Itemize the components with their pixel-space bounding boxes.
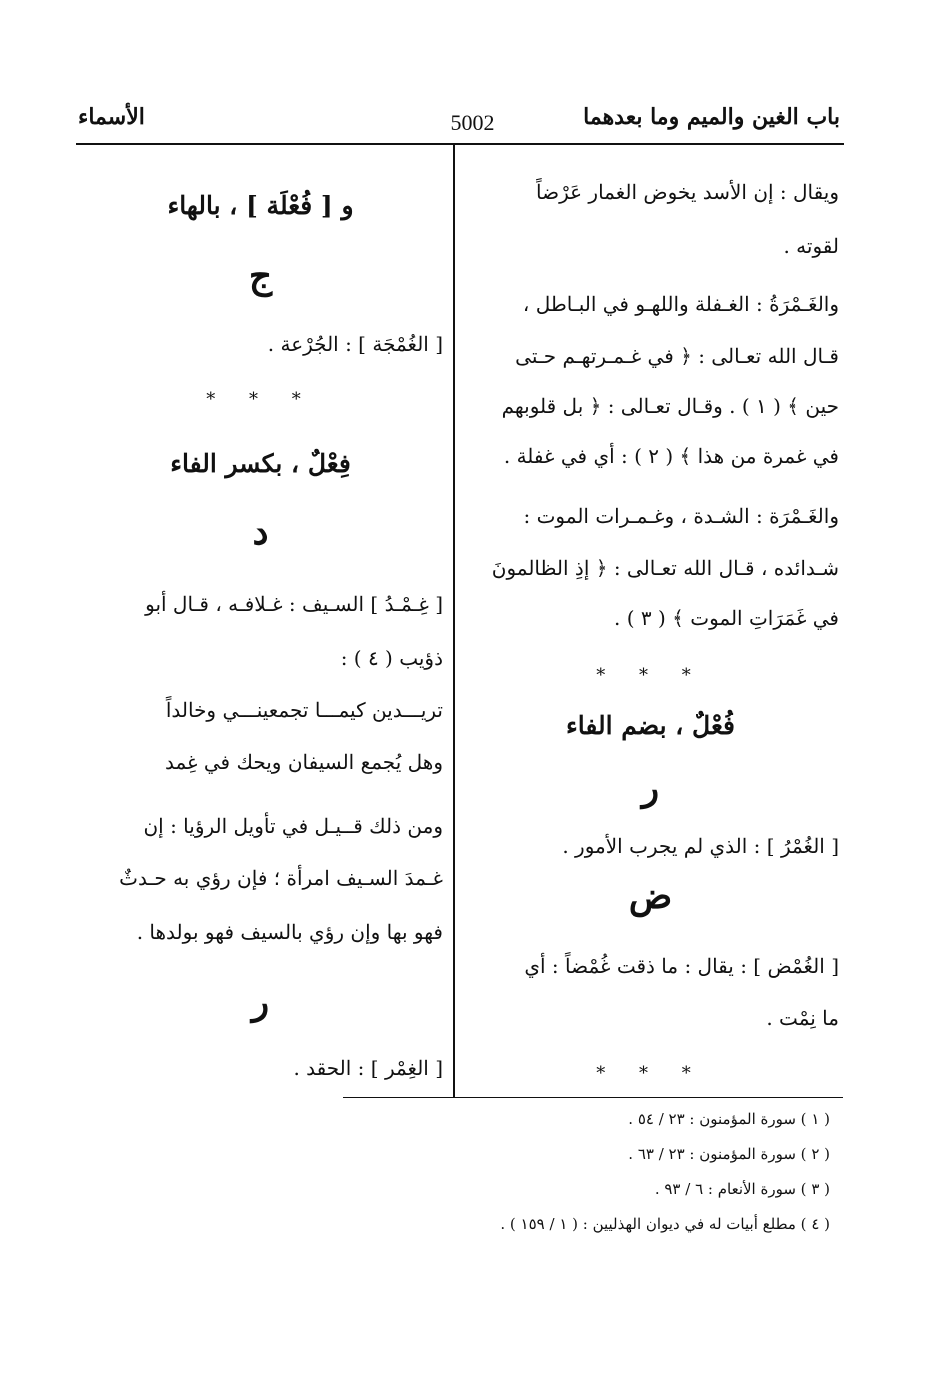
footnote: ( ١ ) سورة المؤمنون : ٢٣ / ٥٤ . bbox=[628, 1110, 830, 1128]
footnote-rule bbox=[343, 1097, 843, 1098]
text-line: والغَـمْرَة : الشـدة ، وغـمـرات الموت : bbox=[523, 504, 839, 528]
letter-heading: د bbox=[252, 511, 269, 553]
text-line: [ الغُمْجَة ] : الجُرْعة . bbox=[267, 332, 443, 356]
text-line: [ الغِمْر ] : الحقد . bbox=[293, 1056, 443, 1080]
text-line: قـال الله تعـالى : ﴿ في غـمـرتهـم حـتى bbox=[515, 344, 839, 368]
text-line: [ غِـمْـدُ ] السـيف : غـلافـه ، قـال أبو bbox=[145, 592, 443, 616]
section-separator: * * * bbox=[596, 665, 705, 686]
text-line: شـدائده ، قـال الله تعـالى : ﴿ إذِ الظالمونَ bbox=[491, 556, 839, 580]
column-divider bbox=[453, 143, 455, 1098]
verse-line: وهل يُجمع السيفان ويحك في غِمد bbox=[165, 750, 443, 774]
text-line: ومن ذلك قــيـل في تأويل الرؤيا : إن bbox=[143, 814, 443, 838]
footnote: ( ٢ ) سورة المؤمنون : ٢٣ / ٦٣ . bbox=[628, 1145, 830, 1163]
text-line: فهو بها وإن رؤي بالسيف فهو بولدها . bbox=[136, 920, 443, 944]
text-line: والغَـمْرَةُ : الغـفلة واللهـو في البـاطل ، bbox=[522, 292, 839, 316]
letter-heading: ج bbox=[248, 255, 273, 297]
text-line: غـمدَ السـيف امرأة ؛ فإن رؤي به حـدثٌ bbox=[119, 866, 443, 890]
page-number: 5002 bbox=[450, 110, 495, 135]
section-heading: فِعْلٌ ، بكسر الفاء bbox=[170, 449, 351, 478]
footnote: ( ٤ ) مطلع أبيات له في ديوان الهذليين : ( ١ / ١٥٩ ) . bbox=[500, 1215, 830, 1233]
text-line: [ الغُمْرُ ] : الذي لم يجرب الأمور . bbox=[562, 834, 839, 858]
text-line: حين ﴾ ( ١ ) . وقـال تعـالى : ﴿ بل قلوبهم bbox=[501, 394, 839, 418]
section-heading: فُعْلٌ ، بضم الفاء bbox=[566, 711, 735, 740]
running-header-section: الأسماء bbox=[78, 104, 145, 130]
section-separator: * * * bbox=[596, 1063, 705, 1084]
text-line: ذؤيب ( ٤ ) : bbox=[340, 646, 443, 670]
text-line: ويقال : إن الأسد يخوض الغمار عَرْضاً bbox=[536, 180, 839, 204]
verse-line: تريـــدين كيمـــا تجمعينـــي وخالداً bbox=[165, 698, 443, 722]
left-column bbox=[78, 170, 443, 1090]
text-line: ما نِمْت . bbox=[766, 1006, 839, 1030]
footnote: ( ٣ ) سورة الأنعام : ٦ / ٩٣ . bbox=[654, 1180, 830, 1198]
text-line: في غَمَرَاتِ الموت ﴾ ( ٣ ) . bbox=[614, 606, 839, 630]
letter-heading: ض bbox=[628, 875, 673, 917]
text-line: [ الغُمْض ] : يقال : ما ذقت غُمْضاً : أي bbox=[524, 954, 839, 978]
text-line: لقوته . bbox=[783, 234, 839, 258]
section-separator: * * * bbox=[206, 389, 315, 410]
letter-heading: ر bbox=[641, 767, 660, 809]
text-line: في غمرة من هذا ﴾ ( ٢ ) : أي في غفلة . bbox=[503, 444, 839, 468]
section-heading: و [ فُعْلَة ] ، بالهاء bbox=[167, 191, 354, 220]
header-rule bbox=[76, 143, 844, 145]
letter-heading: ر bbox=[251, 981, 270, 1023]
running-header-chapter: باب الغين والميم وما بعدهما bbox=[583, 104, 840, 130]
right-column bbox=[462, 170, 839, 1090]
